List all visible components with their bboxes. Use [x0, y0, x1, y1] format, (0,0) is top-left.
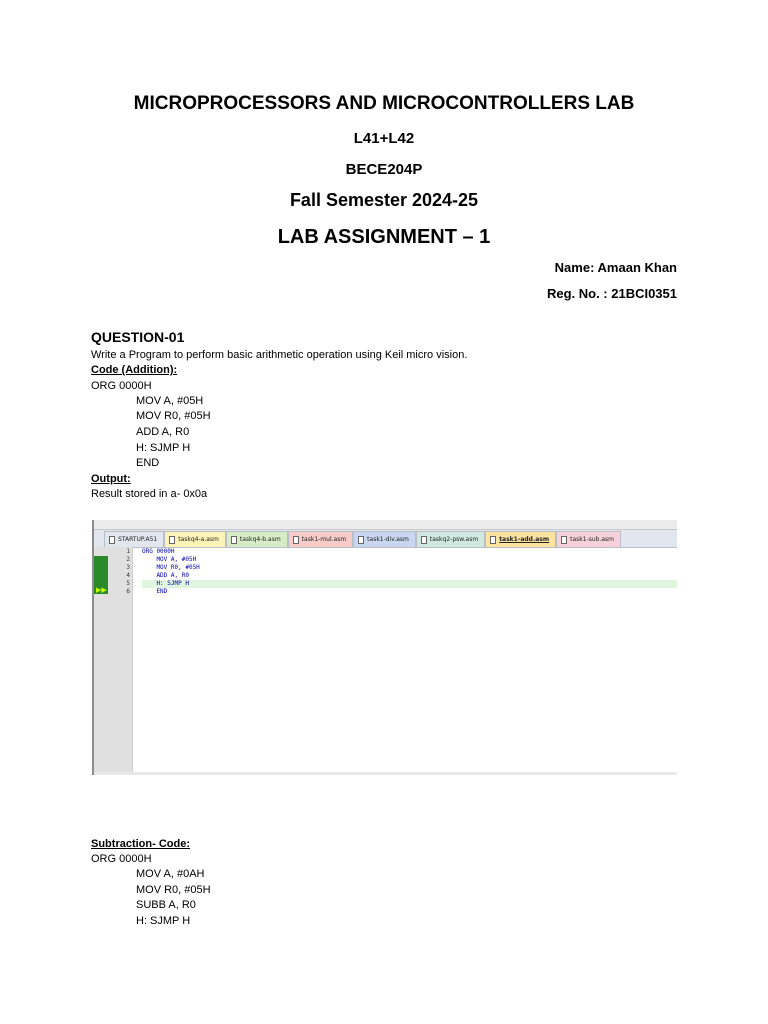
file-icon	[109, 536, 115, 544]
addition-heading: Code (Addition):	[91, 364, 178, 376]
code-line[interactable]: MOV A, #05H	[142, 556, 197, 563]
editor-tab-label: task1-mul.asm	[301, 536, 347, 543]
editor-tab[interactable]	[353, 531, 416, 547]
code-line[interactable]: ORG 0000H	[142, 548, 175, 555]
subtraction-line: SUBB A, R0	[136, 899, 196, 911]
line-number: 3	[126, 564, 130, 571]
code-line[interactable]: ADD A, R0	[142, 572, 189, 579]
line-number: 6	[126, 588, 130, 595]
editor-tab[interactable]	[164, 531, 226, 547]
file-icon	[421, 536, 427, 544]
editor-tab-bar	[94, 530, 677, 548]
line-number: 1	[126, 548, 130, 555]
editor-bottom-edge	[94, 772, 677, 775]
student-name: Name: Amaan Khan	[554, 260, 677, 275]
addition-line: MOV A, #05H	[136, 395, 204, 407]
line-number: 5	[126, 580, 130, 587]
editor-tab[interactable]	[288, 531, 353, 547]
subtraction-heading: Subtraction- Code:	[91, 838, 190, 850]
editor-tab[interactable]	[226, 531, 288, 547]
file-icon	[231, 536, 237, 544]
editor-tab-label: task1-sub.asm	[570, 536, 615, 543]
code-line[interactable]: END	[142, 588, 168, 595]
ide-toolbar-strip	[94, 520, 677, 530]
current-line-arrow-icon: ▶▶	[96, 586, 107, 594]
code-lines	[142, 548, 677, 596]
subtraction-line: H: SJMP H	[136, 915, 191, 927]
editor-tab[interactable]	[104, 531, 164, 547]
code-editor	[94, 547, 677, 775]
addition-line: MOV R0, #05H	[136, 410, 211, 422]
editor-tab-label: task1-add.asm	[499, 536, 550, 543]
editor-tab-label: task1-div.asm	[367, 536, 409, 543]
line-number: 2	[126, 556, 130, 563]
code-line[interactable]: MOV R0, #05H	[142, 564, 200, 571]
editor-gutter	[94, 547, 133, 775]
subtraction-line: MOV R0, #05H	[136, 884, 211, 896]
file-icon	[561, 536, 567, 544]
registration-number: Reg. No. : 21BCI0351	[546, 286, 677, 301]
subtraction-line: MOV A, #0AH	[136, 868, 205, 880]
addition-line: ADD A, R0	[136, 426, 190, 438]
editor-tab-label: taskq2-psw.asm	[429, 536, 479, 543]
lab-title: MICROPROCESSORS AND MICROCONTROLLERS LAB	[133, 93, 635, 114]
line-numbers	[108, 548, 130, 596]
question-prompt: Write a Program to perform basic arithmetic operation using Keil micro vision.	[91, 349, 468, 361]
output-text: Result stored in a- 0x0a	[91, 488, 208, 500]
file-icon	[293, 536, 299, 544]
editor-tab[interactable]	[416, 531, 485, 547]
addition-line: END	[136, 457, 160, 469]
editor-tab-label: taskq4-a.asm	[178, 536, 219, 543]
semester: Fall Semester 2024-25	[289, 190, 479, 210]
code-line[interactable]: H: SJMP H	[142, 580, 677, 588]
editor-tab-label: STARTUP.A51	[118, 536, 158, 543]
editor-tab-label: taskq4-b.asm	[239, 536, 281, 543]
file-icon	[358, 536, 364, 544]
ide-screenshot	[92, 520, 677, 775]
editor-tab[interactable]	[485, 531, 556, 547]
editor-tab[interactable]	[556, 531, 621, 547]
subtraction-org: ORG 0000H	[91, 853, 152, 865]
assignment-title: LAB ASSIGNMENT – 1	[277, 226, 491, 248]
addition-line: H: SJMP H	[136, 442, 191, 454]
line-number: 4	[126, 572, 130, 579]
course-code: BECE204P	[345, 161, 423, 178]
lab-slots: L41+L42	[353, 130, 415, 147]
file-icon	[490, 536, 496, 544]
file-icon	[169, 536, 175, 544]
addition-org: ORG 0000H	[91, 380, 152, 392]
output-heading: Output:	[91, 473, 131, 485]
question-heading: QUESTION-01	[91, 329, 185, 345]
